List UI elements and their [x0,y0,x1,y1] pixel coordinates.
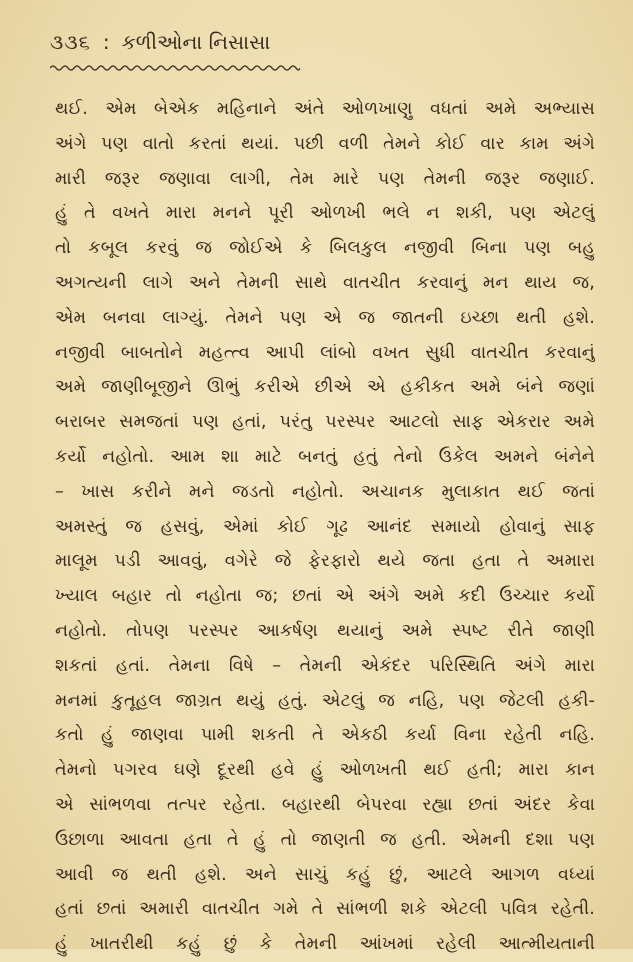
page-number: ૩૩૬ [50,30,91,54]
text-line: અમસ્તું જ હસવું, એમાં કોઈ ગૂઢ આનંદ સમાયો હોવાનું સાફ [55,516,595,537]
text-line: માલૂમ પડી આવવું, વગેરે જે ફેરફારો થયે જતા હતા તે અમારા [55,551,595,572]
text-line: થઈ. એમ બેએક મહિનાને અંતે ઓળખાણુ વધતાં અમે અભ્યાસ [55,99,595,119]
text-line: મારી જરૂર જણાવા લાગી, તેમ મારે પણ તેમની જરૂર જણાઈ. [55,168,595,189]
text-line: અંગે પણ વાતો કરતાં થયાં. પછી વળી તેમને કોઈ વાર કામ અંગે [55,133,595,154]
text-line: નજીવી બાબતોને મહત્ત્વ આપી લાંબો વખત સુધી વાતચીત કરવાનું [55,342,595,363]
text-line: કર્યો નહોતો. આમ શા માટે બનતું હતું તેનો ઉકેલ અમને બંનેને [55,446,595,467]
decorative-wavy-rule [50,64,300,72]
text-line: શકતાં હતાં. તેમના વિષે – તેમની એકંદર પરિસ્થિતિ અંગે મારા [55,655,595,676]
text-line: અગત્યની લાગે અને તેમની સાથે વાતચીત કરવાનું મન થાય જ, [55,272,595,293]
text-line: હતાં છતાં અમારી વાતચીત ગમે તે સાંભળી શકે એટલી પવિત્ર રહેતી. [55,899,595,920]
text-line: હું તે વખતે મારા મનને પૂરી ઓળખી ભલે ન શકી, પણ એટલું [55,203,595,224]
chapter-title: કળીઓના નિસાસા [121,30,271,54]
text-line: તો કબૂલ કરવું જ જોઈએ કે બિલકુલ નજીવી બિના પણ બહુ [55,238,595,259]
text-line: આવી જ થતી હશે. અને સાચું કહું છું, આટલે આગળ વધ્યાં [55,864,595,885]
text-line: ખ્યાલ બહાર તો નહોતા જ; છતાં એ અંગે અમે કદી ઉચ્ચાર કર્યો [55,586,595,607]
body-text [55,92,595,962]
text-line: તેમનો પગરવ ઘણે દૂરથી હવે હું ઓળખતી થઈ હતી; મારા કાન [55,760,595,781]
text-line: નહોતો. તોપણ પરસ્પર આકર્ષણ થયાનું અમે સ્પષ્ટ રીતે જાણી [55,620,595,641]
text-line: અમે જાણીબૂજીને ઊભું કરીએ છીએ એ હકીકત અમે બંને જણાં [55,377,595,398]
text-line: ઉછાળા આવતા હતા તે હું તો જાણતી જ હતી. એમની દશા પણ [55,829,595,850]
text-line: બરાબર સમજતાં પણ હતાં, પરંતુ પરસ્પર આટલો સાફ એકરાર અમે [55,412,595,433]
text-line: – ખાસ કરીને મને જડતો નહોતો. અચાનક મુલાકાત થઈ જતાં [55,481,595,502]
header-separator: : [102,30,110,54]
running-header [50,30,270,54]
text-line: મનમાં કુતૂહલ જાગ્રત થયું હતું. એટલું જ નહિ, પણ જેટલી હકી- [55,690,595,711]
text-line: એમ બનવા લાગ્યું. તેમને પણ એ જ જાતની ઇચ્છા થતી હશે. [55,307,595,328]
text-line: એ સાંભળવા તત્પર રહેતા. બહારથી બેપરવા રહ્યા છતાં અંદર કેવા [55,794,595,815]
text-line: હું ખાતરીથી કહું છું કે તેમની આંખમાં રહેલી આત્મીયતાની [55,934,595,955]
text-line: કતો હું જાણવા પામી શકતી તે એકઠી કર્યા વિના રહેતી નહિ. [55,725,595,746]
